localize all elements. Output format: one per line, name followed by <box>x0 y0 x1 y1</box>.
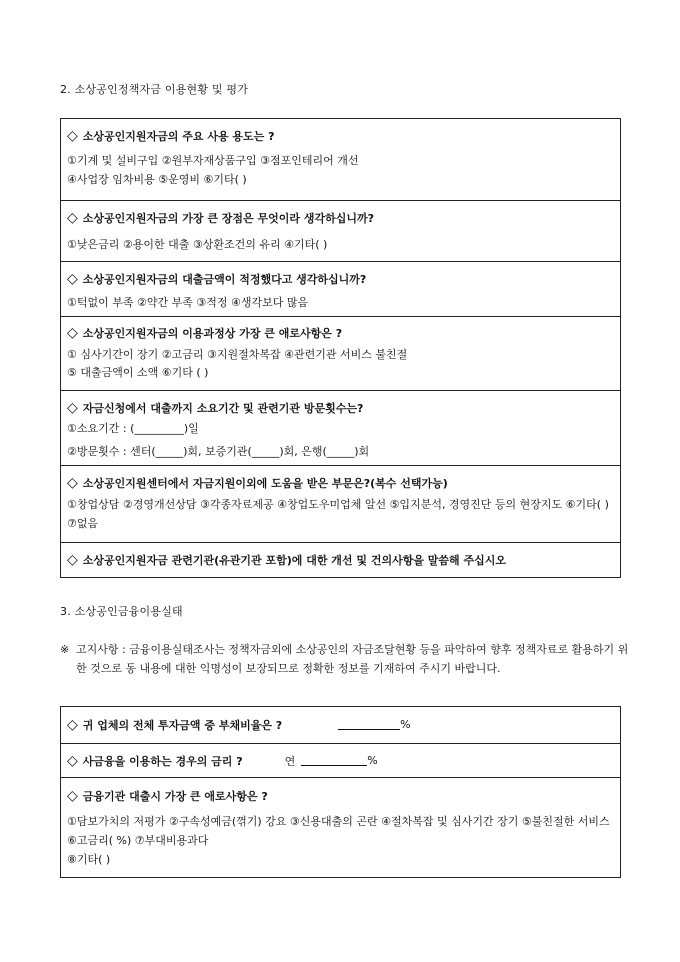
notice-mark: ※ <box>60 643 70 656</box>
question-text: 소상공인지원센터에서 자금지원이외에 도움을 받은 부문은?(복수 선택가능) <box>82 476 448 490</box>
interest-rate-input[interactable] <box>301 755 367 766</box>
duration-answer-line[interactable]: ①소요기간 : (_________)일 <box>67 422 199 435</box>
question-text: 귀 업체의 전체 투자금액 중 부채비율은 ? <box>82 718 283 732</box>
question-center-support <box>61 465 620 542</box>
question-suggestions <box>61 542 620 577</box>
question-text: 소상공인지원자금의 대출금액이 적정했다고 생각하십니까? <box>82 272 367 286</box>
answer-options-line[interactable]: ①기계 및 설비구입 ②원부자재상품구입 ③점포인테리어 개선 <box>67 154 359 167</box>
annual-label: 연 <box>284 754 296 768</box>
answer-options-line[interactable]: ①담보가치의 저평가 ②구속성예금(꺾기) 강요 ③신용대출의 곤란 ④절차복잡 및 심사기간 장기 ⑤불친절한 서비스 ⑥고금리( %) ⑦부대비용과다 <box>67 815 610 847</box>
question-process-difficulties <box>61 316 620 390</box>
answer-options-line[interactable]: ⑧기타( ) <box>67 853 111 866</box>
survey-box-policy-funds <box>60 118 621 578</box>
diamond-icon: ◇ <box>67 209 78 226</box>
survey-box-finance <box>60 706 621 878</box>
question-text: 자금신청에서 대출까지 소요기간 및 관련기관 방문횟수는? <box>82 401 364 415</box>
question-loan-amount-adequacy <box>61 261 620 316</box>
question-biggest-advantage <box>61 200 620 261</box>
answer-options-line[interactable]: ① 심사기간이 장기 ②고금리 ③지원절차복잡 ④관련기관 서비스 불친절 <box>67 348 408 361</box>
diamond-icon: ◇ <box>67 716 78 733</box>
question-heading <box>67 201 614 234</box>
question-bank-loan-difficulties <box>61 777 620 877</box>
question-heading <box>67 317 614 348</box>
unit-label: % <box>400 718 411 731</box>
diamond-icon: ◇ <box>67 128 78 144</box>
answer-options-line[interactable]: ⑤ 대출금액이 소액 ⑥기타 ( ) <box>67 366 209 379</box>
section-3-title: 3. 소상공인금융이용실태 <box>60 605 183 618</box>
question-heading <box>67 778 614 813</box>
diamond-icon: ◇ <box>67 787 78 804</box>
diamond-icon: ◇ <box>67 551 78 568</box>
question-text: 소상공인지원자금의 주요 사용 용도는 ? <box>82 130 275 143</box>
notice-paragraph <box>60 640 630 678</box>
notice-text: 고지사항 : 금융이용실태조사는 정책자금외에 소상공인의 자금조달현황 등을 파악하여 향후 정책자료로 활용하기 위한 것으로 동 내용에 대한 익명성이 보장되므로 정확한 정보를 기재하여 주시기 바랍니다. <box>76 643 629 675</box>
diamond-icon: ◇ <box>67 399 78 416</box>
question-duration-and-visits <box>61 390 620 465</box>
diamond-icon: ◇ <box>67 474 78 491</box>
section-2-title: 2. 소상공인정책자금 이용현황 및 평가 <box>60 83 249 96</box>
answer-options-line[interactable]: ①창업상담 ②경영개선상담 ③각종자료제공 ④창업도우미업체 알선 ⑤입지분석, 경영진단 등의 현장지도 ⑥기타( ) ⑦없음 <box>67 498 609 530</box>
visits-answer-line[interactable]: ②방문횟수 : 센터(_____)회, 보증기관(_____)회, 은행(_____)회 <box>67 445 370 458</box>
diamond-icon: ◇ <box>67 324 78 341</box>
question-heading <box>67 119 614 153</box>
question-debt-ratio <box>61 707 620 743</box>
unit-label: % <box>367 754 378 767</box>
answer-options-line[interactable]: ①낮은금리 ②용이한 대출 ③상환조건의 유리 ④기타( ) <box>67 238 328 251</box>
diamond-icon: ◇ <box>67 270 78 287</box>
question-text: 소상공인지원자금의 이용과정상 가장 큰 애로사항은 ? <box>82 326 343 340</box>
question-private-loan-rate <box>61 743 620 777</box>
question-text: 소상공인지원자금 관련기관(유관기관 포함)에 대한 개선 및 건의사항을 말씀해 주십시오 <box>82 553 507 567</box>
question-text: 사금융을 이용하는 경우의 금리 ? <box>82 754 243 768</box>
answer-options-line[interactable]: ④사업장 임차비용 ⑤운영비 ⑥기타( ) <box>67 173 247 186</box>
question-text: 소상공인지원자금의 가장 큰 장점은 무엇이라 생각하십니까? <box>82 211 374 225</box>
question-heading <box>67 262 614 295</box>
question-heading <box>67 707 614 742</box>
question-heading <box>67 744 614 777</box>
answer-options-line[interactable]: ①턱없이 부족 ②약간 부족 ③적정 ④생각보다 많음 <box>67 296 309 309</box>
debt-ratio-input[interactable] <box>338 719 400 730</box>
question-usage-purpose <box>61 119 620 200</box>
question-heading <box>67 543 614 576</box>
question-text: 금융기관 대출시 가장 큰 애로사항은 ? <box>82 789 268 803</box>
diamond-icon: ◇ <box>67 752 78 769</box>
